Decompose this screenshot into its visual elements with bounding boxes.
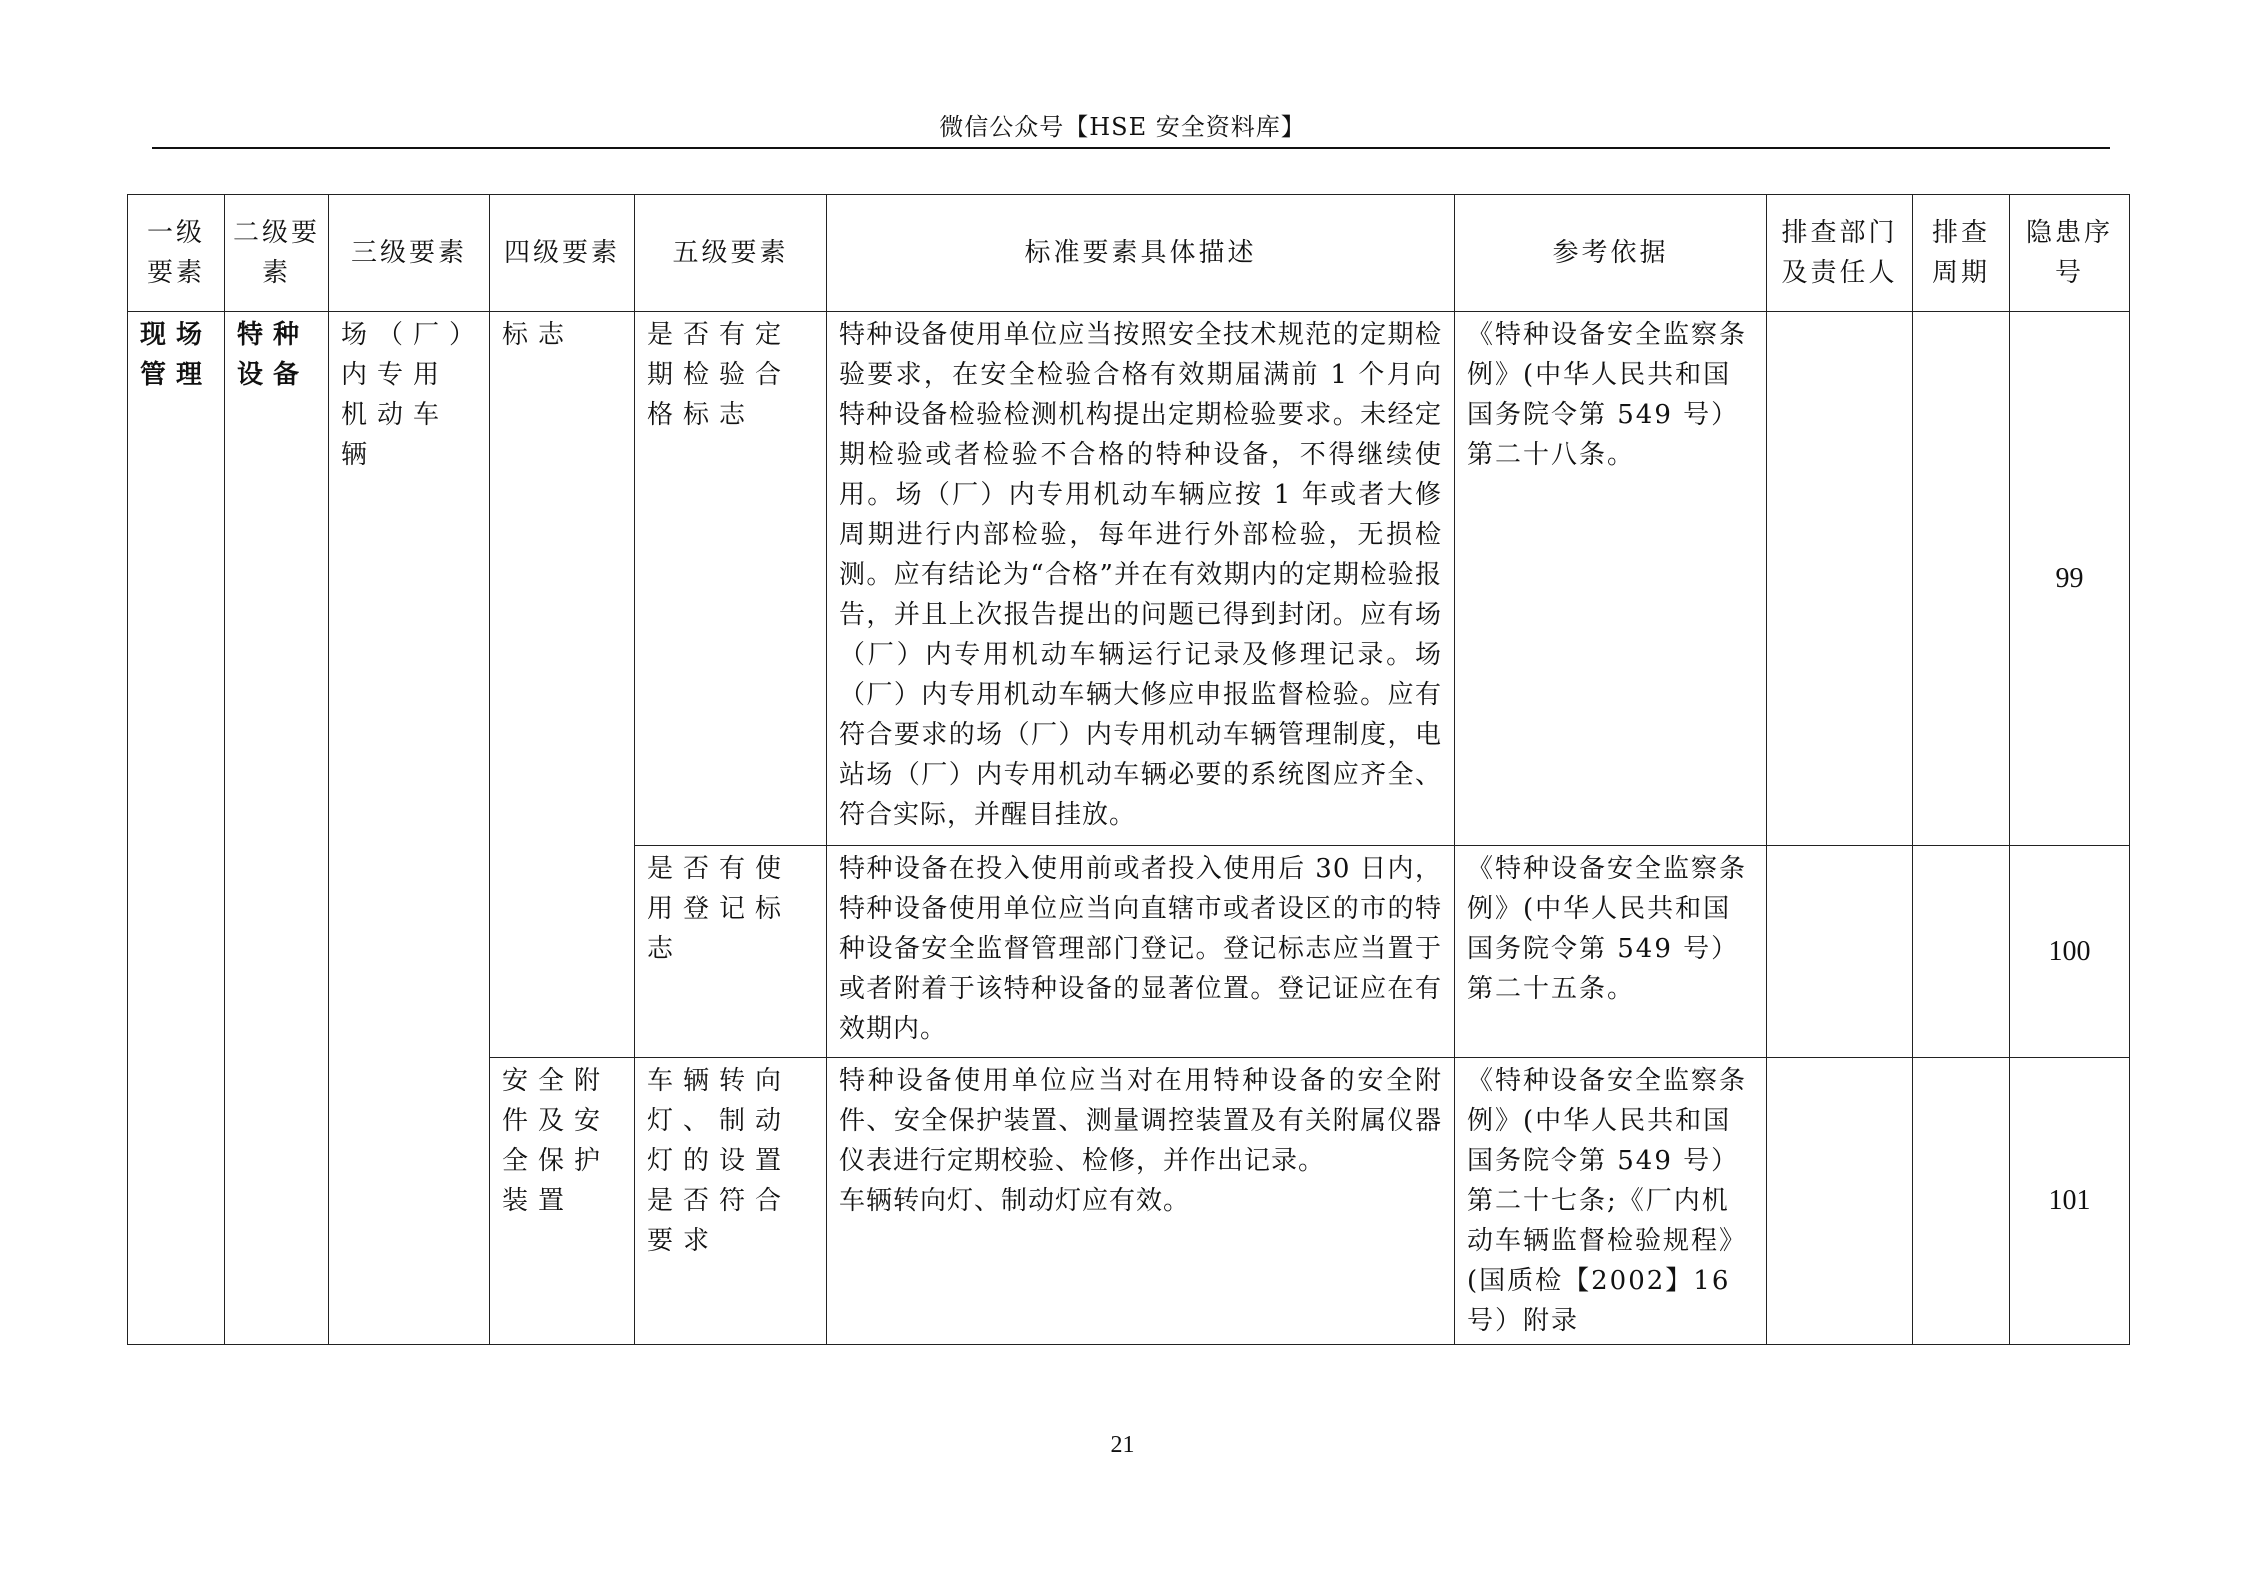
level1-cell: 现场管理 [128,312,225,1345]
level5-cell: 车辆转向灯、制动灯的设置是否符合要求 [635,1058,827,1345]
level3-cell: 场（厂）内专用机动车辆 [329,312,490,1345]
reference-cell: 《特种设备安全监察条例》(中华人民共和国国务院令第 549 号）第二十八条。 [1455,312,1767,846]
department-cell [1767,1058,1913,1345]
column-header-cycle: 排查周期 [1913,195,2010,312]
table-header-row [128,195,2130,312]
cycle-cell [1913,312,2010,846]
level4-cell: 安全附件及安全保护装置 [490,1058,635,1345]
cycle-cell [1913,846,2010,1058]
level4-cell: 标志 [490,312,635,1058]
cycle-cell [1913,1058,2010,1345]
description-line: 车辆转向灯、制动灯应有效。 [839,1186,1191,1216]
column-header-level3: 三级要素 [329,195,490,312]
description-cell: 特种设备使用单位应当按照安全技术规范的定期检验要求，在安全检验合格有效期届满前 1 个月向特种设备检验检测机构提出定期检验要求。未经定期检验或者检验不合格的特种设备，不得继续使用。场（厂）内专用机动车辆应按 1 年或者大修周期进行内部检验，每年进行外部检验，无损检测。应有结论为“合格”并在有效期内的定期检验报告，并且上次报告提出的问题已得到封闭。应有场（厂）内专用机动车辆运行记录及修理记录。场（厂）内专用机动车辆大修应申报监督检验。应有符合要求的场（厂）内专用机动车辆管理制度，电站场（厂）内专用机动车辆必要的系统图应齐全、符合实际，并醒目挂放。 [827,312,1455,846]
department-cell [1767,312,1913,846]
reference-cell: 《特种设备安全监察条例》(中华人民共和国国务院令第 549 号）第二十七条;《厂内机动车辆监督检验规程》(国质检【2002】16 号）附录 [1455,1058,1767,1345]
column-header-reference: 参考依据 [1455,195,1767,312]
level5-cell: 是否有定期检验合格标志 [635,312,827,846]
page-header: 微信公众号【HSE 安全资料库】 [939,113,1306,141]
hazard-inspection-table [127,194,2130,1345]
description-cell: 特种设备在投入使用前或者投入使用后 30 日内，特种设备使用单位应当向直辖市或者设区的市的特种设备安全监督管理部门登记。登记标志应当置于或者附着于该特种设备的显著位置。登记证应在有效期内。 [827,846,1455,1058]
table-row [128,312,2130,846]
sequence-cell: 101 [2010,1058,2130,1345]
column-header-level2: 二级要素 [225,195,329,312]
column-header-level4: 四级要素 [490,195,635,312]
level2-cell: 特种设备 [225,312,329,1345]
sequence-cell: 99 [2010,312,2130,846]
sequence-cell: 100 [2010,846,2130,1058]
column-header-level5: 五级要素 [635,195,827,312]
column-header-level1: 一级要素 [128,195,225,312]
header-rule [152,147,2110,149]
column-header-sequence: 隐患序号 [2010,195,2130,312]
column-header-description: 标准要素具体描述 [827,195,1455,312]
level5-cell: 是否有使用登记标志 [635,846,827,1058]
description-line: 特种设备使用单位应当对在用特种设备的安全附件、安全保护装置、测量调控装置及有关附属仪器仪表进行定期校验、检修，并作出记录。 [839,1066,1442,1176]
reference-cell: 《特种设备安全监察条例》(中华人民共和国国务院令第 549 号）第二十五条。 [1455,846,1767,1058]
description-cell [827,1058,1455,1345]
department-cell [1767,846,1913,1058]
page-number: 21 [1110,1432,1135,1458]
column-header-department: 排查部门及责任人 [1767,195,1913,312]
